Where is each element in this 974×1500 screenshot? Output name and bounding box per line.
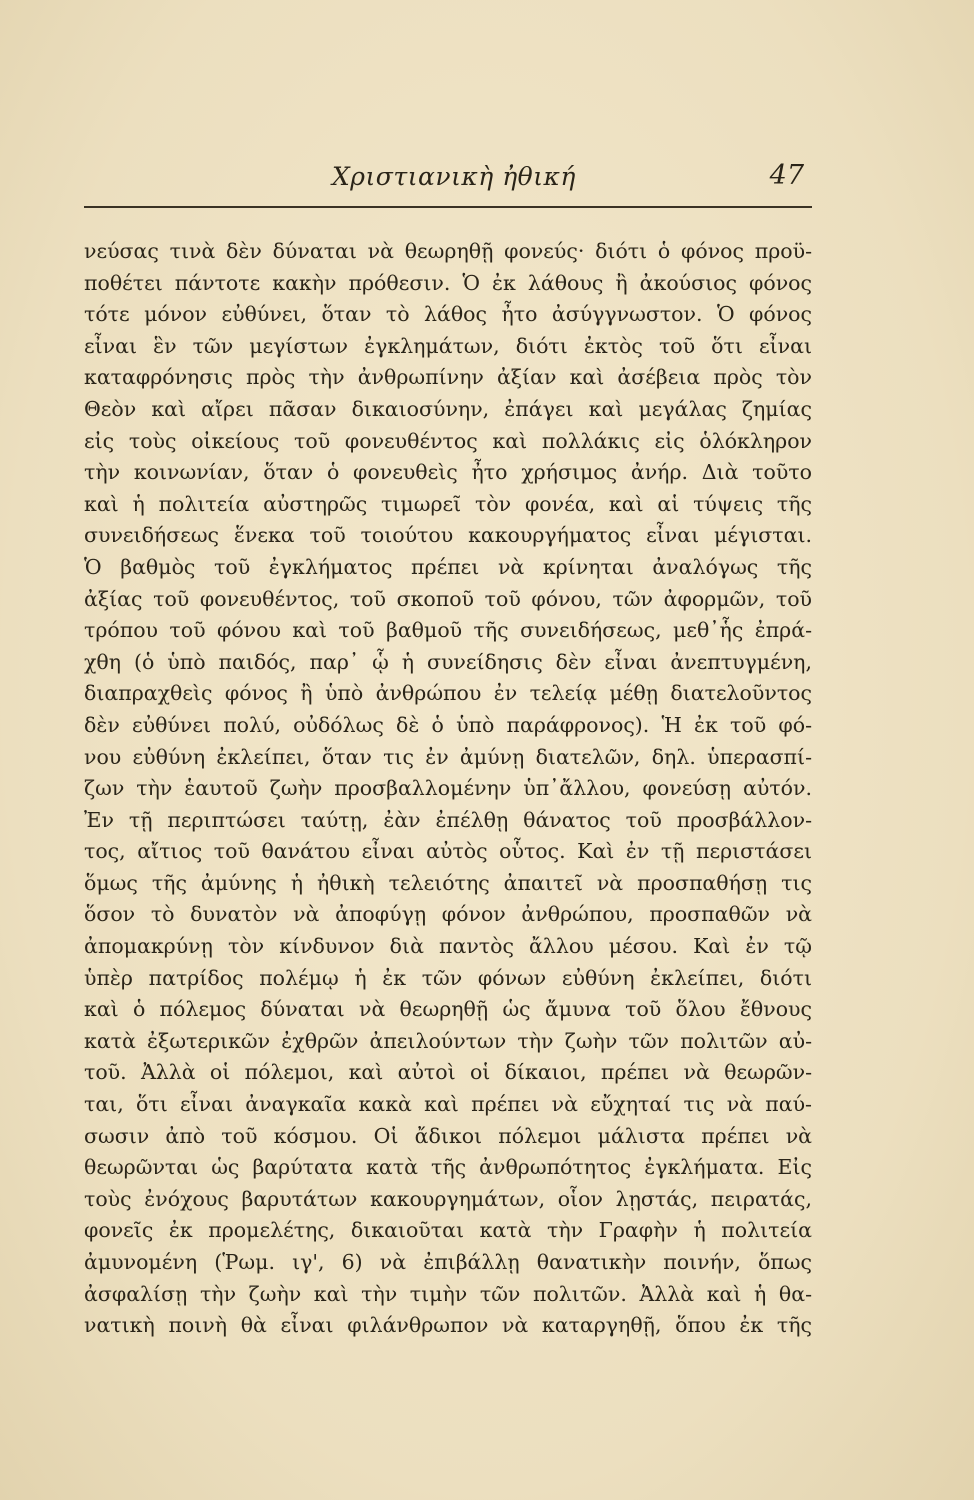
text-line: ὅμως τῆς ἀμύνης ἡ ἠθικὴ τελειότης ἀπαιτεῖ νὰ προσπαθήσῃ τις: [84, 870, 812, 895]
text-line: ὑπὲρ πατρίδος πολέμῳ ἡ ἐκ τῶν φόνων εὐθύνη ἐκλείπει, διότι: [84, 965, 812, 990]
text-line: τος, αἴτιος τοῦ θανάτου εἶναι αὐτὸς οὗτος. Καὶ ἐν τῇ περιστάσει: [84, 839, 812, 864]
text-line: χθη (ὁ ὑπὸ παιδός, παρ᾽ ᾧ ἡ συνείδησις δὲν εἶναι ἀνεπτυγμένη,: [84, 649, 812, 674]
text-line: νεύσας τινὰ δὲν δύναται νὰ θεωρηθῇ φονεύς· διότι ὁ φόνος προϋ-: [84, 239, 812, 263]
page-number: 47: [769, 160, 804, 191]
text-line: εἶναι ἓν τῶν μεγίστων ἐγκλημάτων, διότι ἐκτὸς τοῦ ὅτι εἶναι: [84, 333, 812, 358]
running-title: Χριστιανικὴ ἠθική: [332, 162, 576, 191]
text-line: εἰς τοὺς οἰκείους τοῦ φονευθέντος καὶ πολλάκις εἰς ὁλόκληρον: [84, 428, 812, 453]
text-line: καταφρόνησις πρὸς τὴν ἀνθρωπίνην ἀξίαν καὶ ἀσέβεια πρὸς τὸν: [84, 365, 812, 390]
text-line: τοῦ. Ἀλλὰ οἱ πόλεμοι, καὶ αὐτοὶ οἱ δίκαιοι, πρέπει νὰ θεωρῶν-: [84, 1060, 812, 1085]
text-line: ζων τὴν ἑαυτοῦ ζωὴν προσβαλλομένην ὑπ᾽ἄλλου, φονεύσῃ αὐτόν.: [84, 776, 812, 801]
text-line: φονεῖς ἐκ προμελέτης, δικαιοῦται κατὰ τὴν Γραφὴν ἡ πολιτεία: [84, 1218, 812, 1243]
text-line: κατὰ ἐξωτερικῶν ἐχθρῶν ἀπειλούντων τὴν ζωὴν τῶν πολιτῶν αὐ-: [84, 1028, 812, 1053]
text-line: ὅσον τὸ δυνατὸν νὰ ἀποφύγῃ φόνον ἀνθρώπου, προσπαθῶν νὰ: [84, 902, 812, 927]
text-line: νου εὐθύνη ἐκλείπει, ὅταν τις ἐν ἀμύνῃ διατελῶν, δηλ. ὑπερασπί-: [84, 744, 812, 769]
text-line: Θεὸν καὶ αἴρει πᾶσαν δικαιοσύνην, ἐπάγει καὶ μεγάλας ζημίας: [84, 396, 812, 421]
text-line: ται, ὅτι εἶναι ἀναγκαῖα κακὰ καὶ πρέπει νὰ εὔχηταί τις νὰ παύ-: [84, 1092, 812, 1117]
text-line: τρόπου τοῦ φόνου καὶ τοῦ βαθμοῦ τῆς συνειδήσεως, μεθ᾽ἧς ἐπρά-: [84, 618, 812, 643]
body-text: [84, 236, 812, 1342]
text-line: καὶ ἡ πολιτεία αὐστηρῶς τιμωρεῖ τὸν φονέα, καὶ αἱ τύψεις τῆς: [84, 491, 812, 516]
text-line: διαπραχθεὶς φόνος ἢ ὑπὸ ἀνθρώπου ἐν τελείᾳ μέθῃ διατελοῦντος: [84, 681, 812, 706]
text-line: τὴν κοινωνίαν, ὅταν ὁ φονευθεὶς ἦτο χρήσιμος ἀνήρ. Διὰ τοῦτο: [84, 460, 812, 485]
text-line: Ἐν τῇ περιπτώσει ταύτῃ, ἐὰν ἐπέλθῃ θάνατος τοῦ προσβάλλον-: [84, 807, 812, 832]
text-line: θεωρῶνται ὡς βαρύτατα κατὰ τῆς ἀνθρωπότητος ἐγκλήματα. Εἰς: [84, 1155, 812, 1180]
text-line: νατικὴ ποινὴ θὰ εἶναι φιλάνθρωπον νὰ καταργηθῇ, ὅπου ἐκ τῆς: [84, 1313, 812, 1338]
text-line: ἀσφαλίσῃ τὴν ζωὴν καὶ τὴν τιμὴν τῶν πολιτῶν. Ἀλλὰ καὶ ἡ θα-: [84, 1281, 812, 1306]
text-line: καὶ ὁ πόλεμος δύναται νὰ θεωρηθῇ ὡς ἄμυνα τοῦ ὅλου ἔθνους: [84, 997, 812, 1022]
text-line: συνειδήσεως ἕνεκα τοῦ τοιούτου κακουργήματος εἶναι μέγισται.: [84, 523, 812, 548]
page-header: [84, 160, 812, 200]
text-line: ποθέτει πάντοτε κακὴν πρόθεσιν. Ὁ ἐκ λάθους ἢ ἀκούσιος φόνος: [84, 270, 812, 295]
text-line: τοὺς ἐνόχους βαρυτάτων κακουργημάτων, οἷον λῃστάς, πειρατάς,: [84, 1186, 812, 1211]
text-line: δὲν εὐθύνει πολύ, οὐδόλως δὲ ὁ ὑπὸ παράφρονος). Ἡ ἐκ τοῦ φό-: [84, 712, 812, 737]
text-line: σωσιν ἀπὸ τοῦ κόσμου. Οἱ ἄδικοι πόλεμοι μάλιστα πρέπει νὰ: [84, 1123, 812, 1148]
text-line: ἀξίας τοῦ φονευθέντος, τοῦ σκοποῦ τοῦ φόνου, τῶν ἀφορμῶν, τοῦ: [84, 586, 812, 611]
header-rule: [84, 206, 812, 208]
text-line: τότε μόνον εὐθύνει, ὅταν τὸ λάθος ἦτο ἀσύγγνωστον. Ὁ φόνος: [84, 302, 812, 327]
text-line: Ὁ βαθμὸς τοῦ ἐγκλήματος πρέπει νὰ κρίνηται ἀναλόγως τῆς: [84, 554, 812, 579]
text-line: ἀμυνομένη (Ῥωμ. ιγ', 6) νὰ ἐπιβάλλῃ θανατικὴν ποινήν, ὅπως: [84, 1250, 812, 1274]
text-line: ἀπομακρύνῃ τὸν κίνδυνον διὰ παντὸς ἄλλου μέσου. Καὶ ἐν τῷ: [84, 934, 812, 959]
